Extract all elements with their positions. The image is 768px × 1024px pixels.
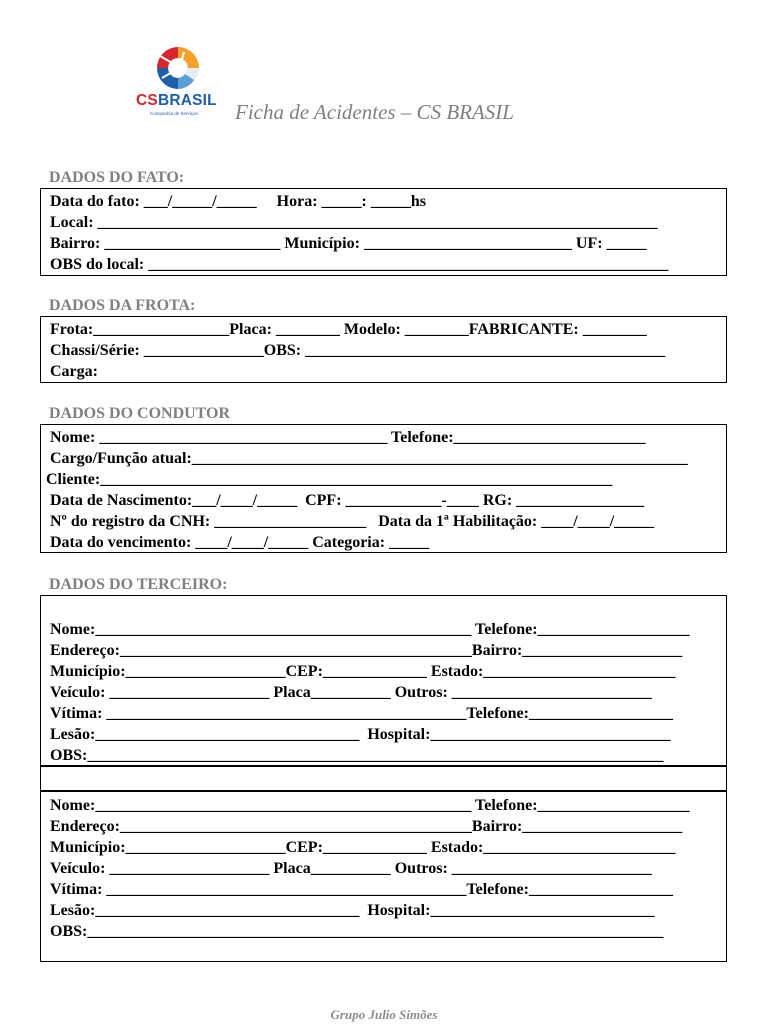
condutor-nascimento-line[interactable]: Data de Nascimento:___/____/_____ CPF: ____________-____ RG: ________________ [50,492,645,509]
frota-placa-line[interactable]: Frota:_________________Placa: ________ Modelo: ________FABRICANTE: ________ [50,321,647,338]
cs-brasil-logo [136,44,220,120]
section-heading-frota: DADOS DA FROTA: [49,297,196,314]
box-fato [40,188,727,276]
fato-obs-line[interactable]: OBS do local: _________________________________________________________________ [50,256,669,273]
condutor-cliente-line[interactable]: Cliente:________________________________________________________________ [46,471,613,488]
condutor-nome-line[interactable]: Nome: ____________________________________ Telefone:________________________ [50,429,646,446]
terceiro1-endereco-line[interactable]: Endereço:____________________________________________Bairro:____________________ [50,642,683,659]
fato-local-line[interactable]: Local: ______________________________________________________________________ [50,214,658,231]
terceiro-divider-top [41,765,726,767]
terceiro2-lesao-line[interactable]: Lesão:_________________________________ Hospital:____________________________ [50,902,655,919]
condutor-cargo-line[interactable]: Cargo/Função atual:______________________________________________________________ [50,450,688,467]
box-frota [40,316,727,383]
terceiro2-municipio-line[interactable]: Município:____________________CEP:_____________ Estado:________________________ [50,839,676,856]
terceiro1-nome-line[interactable]: Nome:_______________________________________________ Telefone:___________________ [50,621,690,638]
logo-cs-text: CS [136,92,158,109]
terceiro1-obs-line[interactable]: OBS:________________________________________________________________________ [50,747,664,764]
terceiro1-veiculo-line[interactable]: Veículo: ____________________ Placa__________ Outros: _________________________ [50,684,652,701]
terceiro2-vitima-line[interactable]: Vítima: _____________________________________________Telefone:__________________ [50,881,673,898]
terceiro1-municipio-line[interactable]: Município:____________________CEP:_____________ Estado:________________________ [50,663,676,680]
frota-chassi-line[interactable]: Chassi/Série: _______________OBS: _____________________________________________ [50,342,666,359]
document-title: Ficha de Acidentes – CS BRASIL [235,100,514,124]
terceiro1-lesao-line[interactable]: Lesão:_________________________________ Hospital:______________________________ [50,726,671,743]
frota-carga-line[interactable]: Carga: [50,363,98,380]
logo-subtitle: Companhia de Serviços [150,111,198,116]
box-condutor [40,424,727,553]
section-heading-condutor: DADOS DO CONDUTOR [49,405,231,422]
terceiro2-obs-line[interactable]: OBS:________________________________________________________________________ [50,923,664,940]
section-heading-fato: DADOS DO FATO: [49,169,185,186]
fato-date-time-line[interactable]: Data do fato: ___/_____/_____ Hora: _____: _____hs [50,193,426,210]
globe-icon [154,44,202,92]
logo-wordmark [136,92,220,110]
fato-bairro-line[interactable]: Bairro: ______________________ Município: __________________________ UF: _____ [50,235,647,252]
box-terceiro [40,595,727,962]
terceiro-divider-bottom [41,790,726,792]
terceiro2-endereco-line[interactable]: Endereço:____________________________________________Bairro:____________________ [50,818,683,835]
logo-brasil-text: BRASIL [157,92,217,109]
terceiro1-vitima-line[interactable]: Vítima: _____________________________________________Telefone:__________________ [50,705,673,722]
section-heading-terceiro: DADOS DO TERCEIRO: [49,576,228,593]
condutor-cnh-line[interactable]: Nº do registro da CNH: ___________________ Data da 1ª Habilitação: ____/____/_____ [50,513,655,530]
condutor-vencimento-line[interactable]: Data do vencimento: ____/____/_____ Categoria: _____ [50,534,430,551]
terceiro2-veiculo-line[interactable]: Veículo: ____________________ Placa__________ Outros: _________________________ [50,860,652,877]
footer-text: Grupo Julio Simões [330,1007,438,1022]
terceiro2-nome-line[interactable]: Nome:_______________________________________________ Telefone:___________________ [50,797,690,814]
